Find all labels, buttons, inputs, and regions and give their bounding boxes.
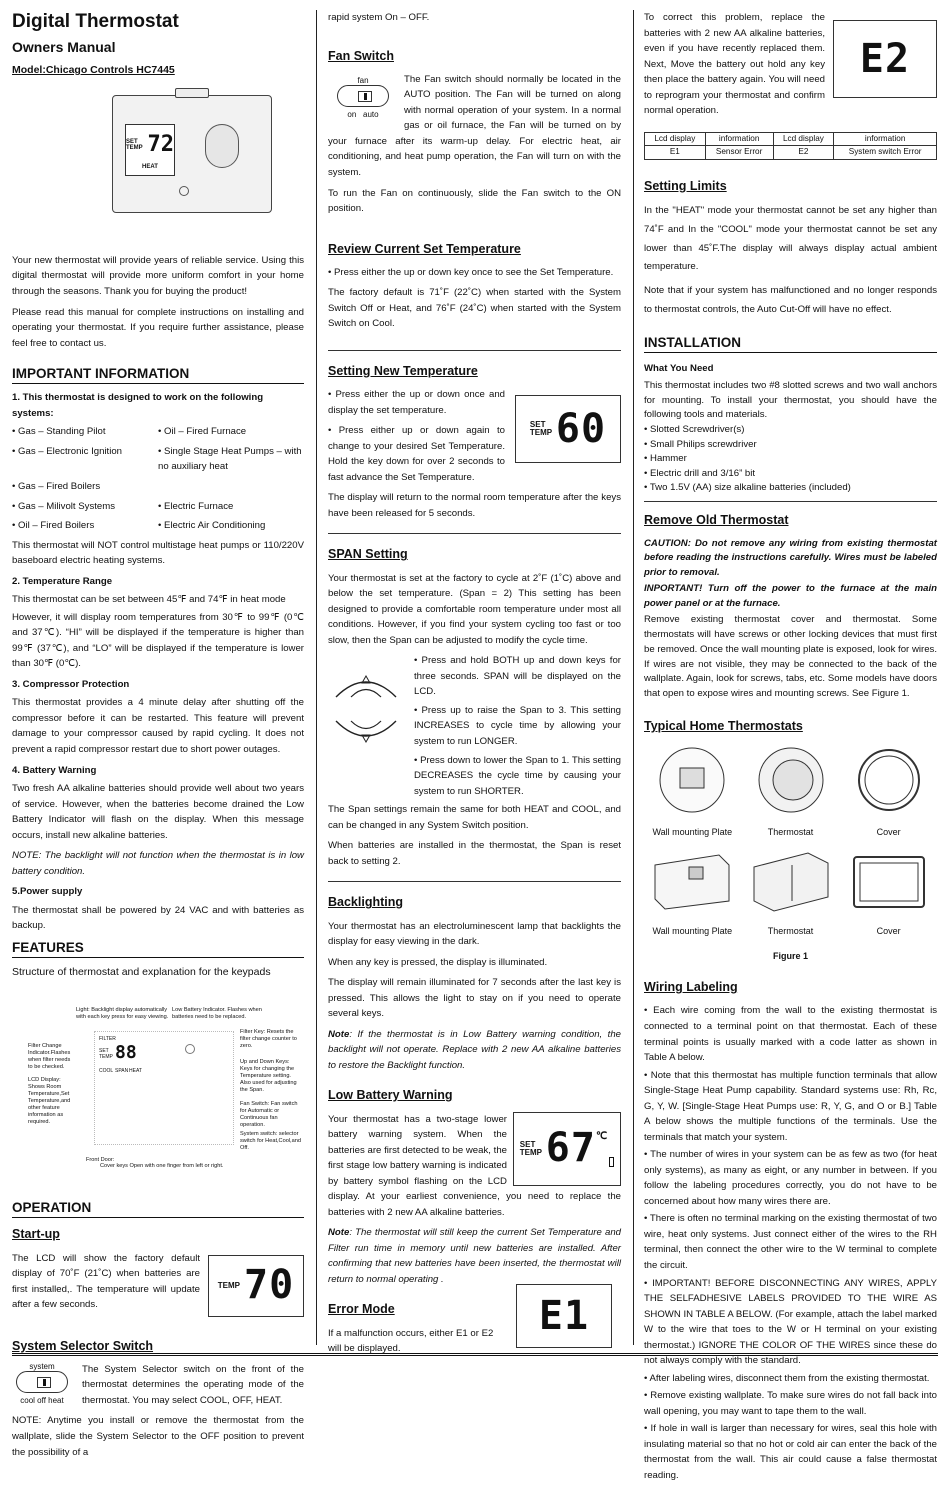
figure-label: Cover bbox=[876, 926, 901, 937]
important-heading: IMPORTANT INFORMATION bbox=[12, 365, 304, 384]
error-heading: Error Mode bbox=[328, 1302, 395, 1317]
figure-label: Thermostat bbox=[767, 926, 814, 937]
system-item bbox=[158, 479, 304, 495]
low-lcd-unit: ℃ bbox=[595, 1130, 608, 1142]
table-header: Lcd display bbox=[773, 132, 834, 146]
typical-heading: Typical Home Thermostats bbox=[644, 719, 803, 734]
tool-item: • Electric drill and 3/16” bit bbox=[644, 467, 756, 479]
figure-row-1 bbox=[644, 742, 937, 839]
system-item: • Electric Furnace bbox=[158, 500, 234, 512]
intro-paragraph-1: Your new thermostat will provide years of reliable service. Using this digital thermostat will provide more uniform comfort in your home through the seasons. Thank you for buying the product! bbox=[12, 254, 304, 297]
diagram-keys bbox=[185, 1044, 195, 1054]
features-diagram bbox=[12, 985, 304, 1185]
low-lcd-value: 67 bbox=[545, 1125, 596, 1172]
fan-text-2: To run the Fan on continuously, slide the Fan switch to the ON position. bbox=[328, 187, 621, 215]
backlight-text-2: When any key is pressed, the display is illuminated. bbox=[328, 956, 548, 968]
caption-fan: Fan Switch: Fan switch for Automatic or Continuous fan operation. bbox=[240, 1101, 298, 1128]
error-lcd-value: E1 bbox=[538, 1292, 590, 1339]
figure-label: Cover bbox=[876, 826, 901, 837]
wall-plate-round-icon bbox=[656, 742, 728, 816]
error-table bbox=[644, 132, 937, 160]
system-switch-label: system bbox=[29, 1361, 55, 1371]
caption-up-down: Up and Down Keys: Keys for changing the Temperature setting. Also used for adjusting the Span. bbox=[240, 1059, 297, 1093]
limits-heading: Setting Limits bbox=[644, 179, 727, 194]
table-cell: E2 bbox=[773, 146, 834, 160]
review-text-2: The factory default is 71˚F (22˚C) when started with the System Switch Off or Heat, and 76˚F (24˚C) when started with the System Switch on Cool. bbox=[328, 287, 621, 330]
low-battery-lcd bbox=[513, 1112, 621, 1186]
span-bullet-1: • Press and hold BOTH up and down keys for three seconds. SPAN will be displayed on the LCD. bbox=[414, 655, 621, 698]
tools-list bbox=[644, 423, 937, 495]
rule bbox=[644, 501, 937, 502]
thermostat-round-icon bbox=[755, 742, 827, 816]
span-bullet-2: • Press up to raise the Span to 3. This setting INCREASES to cycle time by allowing your system to run LONGER. bbox=[414, 704, 621, 747]
wiring-item: • There is often no terminal marking on the existing thermostat of two wire, heat only systems. Just connect either of the wires to the RH terminal, then connect the other wire to the W terminal to complete the circuit. bbox=[644, 1213, 937, 1271]
rule bbox=[328, 533, 621, 534]
backlight-text-1: Your thermostat has an electroluminescent lamp that backlights the display for easy viewing in the dark. bbox=[328, 920, 621, 948]
error-text: If a malfunction occurs, either E1 or E2 will be displayed. bbox=[328, 1327, 494, 1355]
fan-switch-body[interactable] bbox=[337, 85, 389, 107]
e2-lcd bbox=[833, 20, 937, 98]
operation-heading: OPERATION bbox=[12, 1199, 304, 1218]
newtemp-lcd bbox=[515, 395, 621, 463]
wiring-item: • After labeling wires, disconnect them from the existing thermostat. bbox=[644, 1372, 930, 1384]
tool-item: • Small Philips screwdriver bbox=[644, 438, 757, 450]
power-text: The thermostat shall be powered by 24 VAC and with batteries as backup. bbox=[12, 904, 304, 932]
features-heading: FEATURES bbox=[12, 939, 304, 958]
caution-text: CAUTION: Do not remove any wiring from existing thermostat before reading the instructions carefully. Wires must be labeled prior to removal. bbox=[644, 537, 937, 579]
up-down-keys bbox=[205, 124, 239, 168]
correct-text: To correct this problem, replace the batteries with 2 new AA alkaline batteries, even if you have recently replaced them. Next, Move the battery out hold any key then place the battery again. You will need to reprogram your thermostat and confirm normal operation. bbox=[644, 12, 825, 117]
battery-note: NOTE: The backlight will not function when the thermostat is in low battery condition. bbox=[12, 850, 304, 877]
fan-switch-label: fan bbox=[357, 75, 369, 85]
systems-heading: 1. This thermostat is designed to work on the following systems: bbox=[12, 392, 264, 419]
newtemp-text-1: • Press either the up or down once and display the set temperature. bbox=[328, 389, 505, 416]
wiring-item: • Note that this thermostat has multiple function terminals that allow Single-Stage Heat Pump capability. Standard systems use: Rh, Rc, G, Y, W. [Single-Stage Heat Pumps use: R, Y, G, and O or B.] Table A below shows the multiple functions of the terminals. Use the terminals that match your system. bbox=[644, 1069, 937, 1143]
system-item: • Gas – Electronic Ignition bbox=[12, 445, 123, 457]
tool-item: • Two 1.5V (AA) size alkaline batteries (included) bbox=[644, 481, 851, 493]
figure-row-2 bbox=[644, 845, 937, 938]
bottom-rule bbox=[12, 1353, 938, 1356]
range-heading: 2. Temperature Range bbox=[12, 575, 113, 587]
systems-list bbox=[12, 424, 304, 537]
device-set-temp-label: SET TEMP bbox=[126, 139, 143, 152]
caption-door: Front Door: bbox=[86, 1157, 115, 1164]
switch-cool: cool bbox=[20, 1396, 35, 1406]
need-text: This thermostat includes two #8 slotted screws and two wall anchors for mounting. To install your thermostat, you should have the following tools and materials. bbox=[644, 380, 937, 421]
thermostat-rect-icon bbox=[748, 845, 834, 915]
range-text: This thermostat can be set between 45℉ and 74℉ in heat mode bbox=[12, 594, 286, 606]
span-keys bbox=[328, 653, 404, 802]
need-heading: What You Need bbox=[644, 362, 714, 374]
table-header: information bbox=[834, 132, 937, 146]
rule bbox=[328, 350, 621, 351]
column-2 bbox=[328, 10, 621, 1362]
wiring-item: • IMPORTANT! BEFORE DISCONNECTING ANY WIRES, APPLY THE SELFADHESIVE LABELS PROVIDED TO THE WIRE AS SHOWN IN TABLE A BELOW. (For example, attach the label marked W to the wire that toes to the W or H terminal on your existing thermostat.) IGNORE THE COLOR OF THE WIRES since these do not always comply with the standard. bbox=[644, 1277, 937, 1367]
device-temp: 72 bbox=[147, 132, 174, 158]
table-header: Lcd display bbox=[645, 132, 706, 146]
battery-icon bbox=[609, 1157, 614, 1167]
startup-text: The LCD will show the factory default display of 70˚F (21˚C) when batteries are first installed,. The temperature will update after a few seconds. bbox=[12, 1252, 200, 1311]
device-heat-label: HEAT bbox=[142, 163, 158, 170]
continued-text: rapid system On – OFF. bbox=[328, 12, 430, 23]
startup-lcd-label: TEMP bbox=[217, 1280, 241, 1290]
review-text-1: • Press either the up or down key once to see the Set Temperature. bbox=[328, 266, 614, 278]
range-text-2: However, it will display room temperatures from 30℉ to 99℉ (0℃ and 37℃). “HI” will be displayed if the temperature is higher than 99℉ (37℃), and “LO” will be displayed if the temperature is lower than 30℉ (0℃). bbox=[12, 611, 304, 670]
backlight-note-label: Note bbox=[328, 1028, 350, 1040]
table-header: information bbox=[705, 132, 773, 146]
rule bbox=[328, 881, 621, 882]
low-lcd-label: SET TEMP bbox=[519, 1139, 543, 1157]
figure-label: Wall mounting Plate bbox=[652, 926, 733, 937]
system-switch[interactable] bbox=[12, 1362, 72, 1414]
model-line: Model:Chicago Controls HC7445 bbox=[12, 63, 175, 76]
span-text-2: The Span settings remain the same for both HEAT and COOL, and can be changed in any System Switch position. bbox=[328, 804, 621, 831]
limits-text-2: Note that if your system has malfunctioned and no longer responds to thermostat controls, the Auto Cut-Off will have no effect. bbox=[644, 285, 937, 315]
fan-on: on bbox=[347, 109, 357, 119]
low-note: : The thermostat will still keep the current Set Temperature and Filter run time in memory until new batteries are installed. After confirming that new batteries have been inserted, the thermostat will return to normal operating . bbox=[328, 1227, 621, 1285]
system-item: • Electric Air Conditioning bbox=[158, 520, 266, 532]
review-heading: Review Current Set Temperature bbox=[328, 241, 521, 256]
diagram-cool: COOL bbox=[99, 1068, 114, 1075]
diagram-heat: HEAT bbox=[129, 1068, 142, 1075]
system-item: • Gas – Fired Boilers bbox=[12, 481, 101, 492]
wiring-item: • The number of wires in your system can be as few as two (for heat only systems), as many as eight, or any number in between. If you follow the labeling procedures correctly, you do not have to be concerned about how many wires there are. bbox=[644, 1149, 937, 1207]
backlight-note: : If the thermostat is in Low Battery warning condition, the backlight will not operate. Replace with 2 new AA alkaline batteries to restore the Backlight function. bbox=[328, 1028, 621, 1071]
e2-lcd-value: E2 bbox=[859, 35, 911, 82]
filter-key bbox=[179, 186, 189, 196]
low-battery-text: Your thermostat has a two-stage lower battery warning system. When the batteries are first detected to be weak, the first stage low battery warning is indicated by battery symbol flashing on the LCD display. At your earliest convenience, you need to replace the batteries with 2 new AA alkaline batteries. bbox=[328, 1113, 621, 1218]
newtemp-text-3: The display will return to the normal room temperature after the keys have been released for 5 seconds. bbox=[328, 492, 621, 519]
remove-heading: Remove Old Thermostat bbox=[644, 513, 789, 528]
caption-lcd: LCD Display: Shows Room Temperature,Set Temperature,and other feature information as required. bbox=[28, 1077, 71, 1125]
column-3 bbox=[644, 10, 937, 1485]
system-item: • Gas – Standing Pilot bbox=[12, 426, 106, 438]
startup-lcd-value: 70 bbox=[244, 1262, 295, 1309]
fan-text: The Fan switch should normally be located in the AUTO position. The Fan will be turned on along with normal operation of your system. In a normal gas or oil furnace, the Fan will be turned on by your furnace after its warm-up delay. For electric heat, air conditioning, and heat pump operation, the Fan will turn on with the system. bbox=[328, 73, 621, 178]
caption-filter-key: Filter Key: Resets the filter change counter to zero. bbox=[240, 1029, 297, 1049]
backlight-heading: Backlighting bbox=[328, 895, 404, 910]
span-heading: SPAN Setting bbox=[328, 547, 408, 562]
limits-text-1: In the "HEAT" mode your thermostat cannot be set any higher than 74˚F and In the "COOL" mode your thermostat cannot be set any lower than 45˚F.The display will always display actual ambient temperature. bbox=[644, 205, 937, 273]
system-item: • Single Stage Heat Pumps – with no auxiliary heat bbox=[158, 445, 302, 473]
startup-heading: Start-up bbox=[12, 1227, 60, 1242]
tool-item: • Slotted Screwdriver(s) bbox=[644, 424, 745, 436]
wall-plate-rect-icon bbox=[649, 845, 735, 915]
installation-heading: INSTALLATION bbox=[644, 334, 937, 353]
system-item: • Oil – Fired Furnace bbox=[158, 426, 247, 438]
power-heading: 5.Power supply bbox=[12, 886, 83, 898]
figure-label: Wall mounting Plate bbox=[652, 826, 733, 837]
cover-round-icon bbox=[853, 742, 925, 816]
newtemp-lcd-value: 60 bbox=[555, 405, 607, 452]
doc-subtitle: Owners Manual bbox=[12, 38, 116, 55]
startup-lcd bbox=[208, 1255, 304, 1317]
diagram-filter: FILTER bbox=[99, 1036, 116, 1043]
caption-filter-change: Filter Change Indicator.Flashes when filter needs to be checked. bbox=[28, 1043, 71, 1070]
caption-low-battery: Low Battery Indicator. Flashes when batteries need to be replaced. bbox=[172, 1007, 262, 1021]
fan-heading: Fan Switch bbox=[328, 48, 394, 63]
span-bullet-3: • Press down to lower the Span to 1. This setting DECREASES the cycle time by causing your system to run SHORTER. bbox=[414, 754, 621, 797]
compressor-text: This thermostat provides a 4 minute delay after shutting off the compressor before it can be restarted. This feature will prevent damage to your compressor caused by rapid cycling. It does not prevent a rapid compressor restart due to short power outages. bbox=[12, 697, 304, 755]
column-divider bbox=[633, 10, 634, 1345]
cover-rect-icon bbox=[846, 845, 932, 915]
caption-door-2: Cover keys Open with one finger from left or right. bbox=[100, 1163, 224, 1170]
features-structure: Structure of thermostat and explanation for the keypads bbox=[12, 966, 271, 979]
doc-title: Digital Thermostat bbox=[12, 11, 179, 32]
caption-light: Light: Backlight display automatically with each key press for easy viewing. bbox=[76, 1007, 169, 1021]
column-1 bbox=[12, 10, 304, 1465]
compressor-heading: 3. Compressor Protection bbox=[12, 678, 130, 690]
newtemp-lcd-label: SET TEMP bbox=[529, 420, 553, 438]
backlight-text-3: The display will remain illuminated for 7 seconds after the last key is pressed. This allows the light to stay on if you need to operate several keys. bbox=[328, 977, 621, 1020]
system-item: • Oil – Fired Boilers bbox=[12, 520, 95, 532]
diagram-lcd-num: 88 bbox=[115, 1042, 137, 1064]
diagram-set-temp: SET TEMP bbox=[99, 1048, 113, 1061]
fan-switch[interactable] bbox=[328, 76, 398, 120]
up-down-arrows-icon bbox=[331, 667, 401, 751]
error-lcd bbox=[516, 1284, 612, 1348]
newtemp-heading: Setting New Temperature bbox=[328, 363, 478, 378]
table-cell: E1 bbox=[645, 146, 706, 160]
important-text: INPORTANT! Turn off the power to the furnace at the main power panel or at the furnace. bbox=[644, 583, 937, 610]
selector-note: NOTE: Anytime you install or remove the thermostat from the wallplate, slide the System Selector to the OFF position to prevent the possibility of a bbox=[12, 1415, 304, 1458]
figure-caption: Figure 1 bbox=[772, 950, 808, 961]
low-battery-heading: Low Battery Warning bbox=[328, 1088, 453, 1103]
diagram-thermostat bbox=[94, 1031, 234, 1145]
span-text-1: Your thermostat is set at the factory to cycle at 2˚F (1˚C) above and below the set temperature. (Span = 2) This setting has been designed to provide a comfortable room temperature under most all conditions. However, if you find your system cycling too fast or too slow, then the Span can be adjusted to modify the cycle time. bbox=[328, 572, 621, 646]
wiring-item: • Each wire coming from the wall to the existing thermostat is connected to a terminal point on that thermostat. Each of these terminal points is usually marked with a code latter as shown in Table A below. bbox=[644, 1005, 937, 1064]
switch-off: off bbox=[37, 1396, 46, 1406]
fan-auto: auto bbox=[363, 109, 379, 119]
not-control-text: This thermostat will NOT control multistage heat pumps or 110/220V baseboard electric heating systems. bbox=[12, 539, 304, 567]
wiring-item: • Remove existing wallplate. To make sure wires do not fall back into wall opening, you may want to tape them to the wall. bbox=[644, 1390, 937, 1417]
thermostat-illustration bbox=[12, 85, 304, 235]
wiring-heading: Wiring Labeling bbox=[644, 980, 738, 995]
selector-heading: System Selector Switch bbox=[12, 1338, 154, 1353]
column-divider bbox=[316, 10, 317, 1345]
caption-system: System switch: selector switch for Heat,Cool,and Off. bbox=[240, 1131, 301, 1151]
system-item: • Gas – Milivolt Systems bbox=[12, 500, 116, 512]
remove-text: Remove existing thermostat cover and thermostat. Some thermostats will have screws or other locking devices that must first be removed. Once the wall mounting plate is exposed, look for wires. If wires are not visible, they may be connected to the back of the wallplate. Again, look for screws, tabs, etc. Some models have doors that open to expose wires and mounting screws. See Figure 1. bbox=[644, 613, 937, 700]
battery-text: Two fresh AA alkaline batteries should provide well about two years of service. However, when the batteries become drained the Low Battery Indicator will flash on the display. When this message occurs, install new alkaline batteries. bbox=[12, 783, 304, 841]
diagram-span: SPAN bbox=[115, 1068, 129, 1075]
low-note-label: Note bbox=[328, 1227, 350, 1239]
tool-item: • Hammer bbox=[644, 453, 687, 465]
system-switch-body[interactable] bbox=[16, 1371, 68, 1393]
battery-heading: 4. Battery Warning bbox=[12, 764, 97, 776]
intro-paragraph-2: Please read this manual for complete instructions on installing and operating your thermostat. If you require further assistance, please feel free to contact us. bbox=[12, 306, 304, 349]
table-cell: System switch Error bbox=[834, 146, 937, 160]
figure-label: Thermostat bbox=[767, 826, 814, 837]
newtemp-text-2: • Press either up or down again to change to your desired Set Temperature. Hold the key down for over 2 seconds to fast advance the Set Temperature. bbox=[328, 425, 505, 483]
switch-heat: heat bbox=[48, 1396, 64, 1406]
selector-text: The System Selector switch on the front of the thermostat determines the operating mode of the thermostat. You may select COOL, OFF, HEAT. bbox=[82, 1363, 304, 1406]
span-text-3: When batteries are installed in the thermostat, the Span is reset back to setting 2. bbox=[328, 840, 621, 867]
table-cell: Sensor Error bbox=[705, 146, 773, 160]
wiring-item: • If hole in wall is larger than necessary for wires, seal this hole with insulating material so that no hot or cold air can enter the back of the thermostat from the wall. This air could cause a false thermostat reading. bbox=[644, 1423, 937, 1481]
